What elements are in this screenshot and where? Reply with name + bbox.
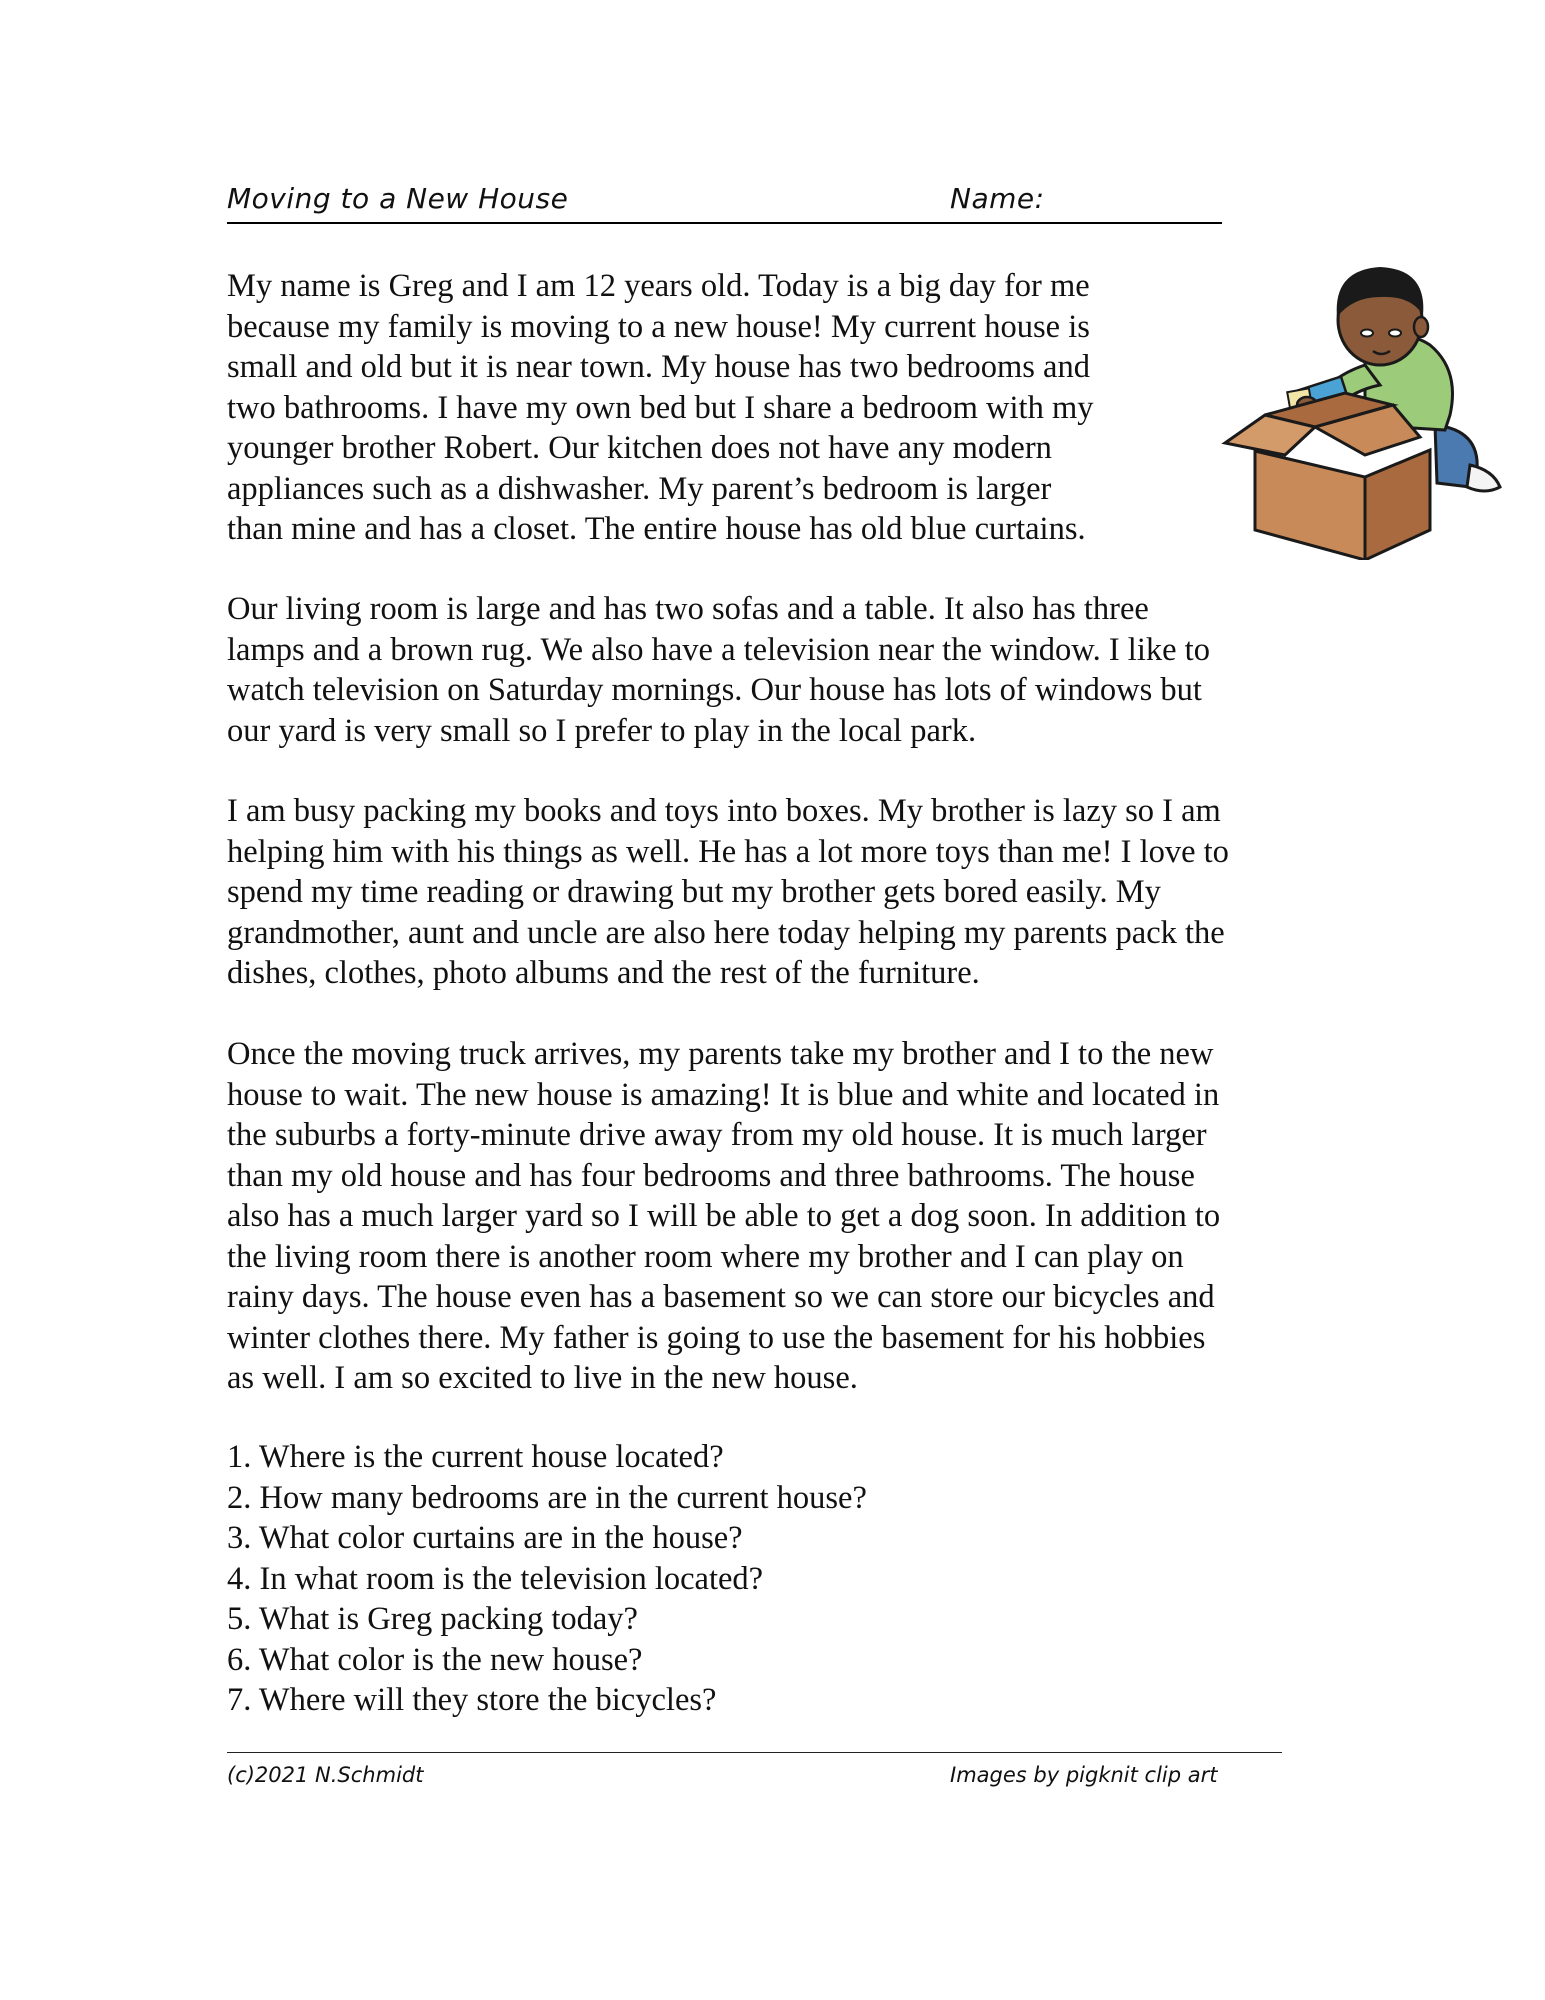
question-item: 5. What is Greg packing today? <box>227 1601 638 1637</box>
worksheet-title: Moving to a New House <box>227 182 569 215</box>
comprehension-questions <box>227 1437 1227 1721</box>
footer-copyright: (c)2021 N.Schmidt <box>227 1763 424 1787</box>
question-item: 6. What color is the new house? <box>227 1641 643 1678</box>
question-item: 4. In what room is the television located? <box>227 1560 764 1597</box>
name-field-label: Name: <box>950 182 1045 215</box>
question-item: 2. How many bedrooms are in the current house? <box>227 1479 867 1516</box>
boy-packing-box-icon <box>1215 255 1515 560</box>
footer-divider <box>227 1752 1282 1753</box>
story-paragraph-4: Once the moving truck arrives, my parents take my brother and I to the new house to wait. The new house is amazing! It is blue and white and located in the suburbs a forty-minute drive away from my old house. It is much larger than my old house and has four bedrooms and three bathrooms. The house also has a much larger yard so I will be able to get a dog soon. In addition to the living room there is another room where my brother and I can play on rainy days. The house even has a basement so we can store our bicycles and winter clothes there. My father is going to use the basement for his hobbies as well. I am so excited to live in the new house. <box>227 1036 1221 1396</box>
footer-image-credit: Images by pigknit clip art <box>950 1763 1218 1787</box>
worksheet-header <box>227 180 1222 224</box>
question-item: 7. Where will they store the bicycles? <box>227 1682 717 1718</box>
story-paragraph-1: My name is Greg and I am 12 years old. Today is a big day for me because my family is moving to a new house! My current house is small and old but it is near town. My house has two bedrooms and two bathrooms. I have my own bed but I share a bedroom with my younger brother Robert. Our kitchen does not have any modern appliances such as a dishwasher. My parent’s bedroom is larger than mine and has a closet. The entire house has old blue curtains. <box>227 268 1094 547</box>
story-paragraph-3: I am busy packing my books and toys into boxes. My brother is lazy so I am helping him with his things as well. He has a lot more toys than me! I love to spend my time reading or drawing but my brother gets bored easily. My grandmother, aunt and uncle are also here today helping my parents pack the dishes, clothes, photo albums and the rest of the furniture. <box>227 793 1229 991</box>
question-item: 1. Where is the current house located? <box>227 1439 724 1475</box>
story-paragraph-2: Our living room is large and has two sofas and a table. It also has three lamps and a brown rug. We also have a television near the window. I like to watch television on Saturday mornings. Our house has lots of windows but our yard is very small so I prefer to play in the local park. <box>227 591 1210 749</box>
question-item: 3. What color curtains are in the house? <box>227 1520 743 1556</box>
